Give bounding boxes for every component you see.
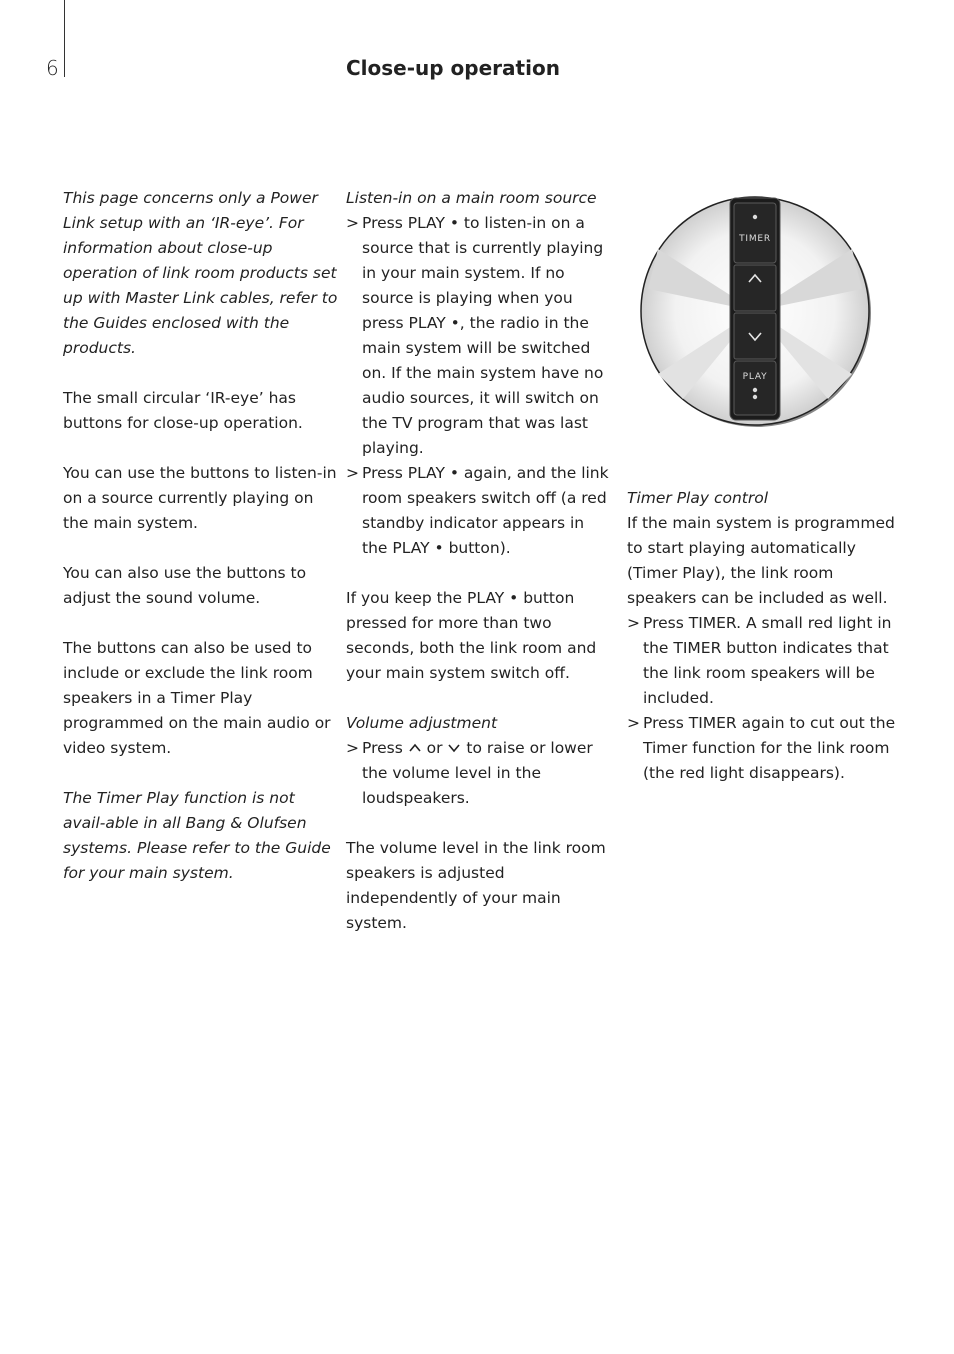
paragraph: If the main system is programmed to start playing automatically (Timer Play), the link room speakers can be included as well. xyxy=(627,514,895,607)
step-text: Press xyxy=(362,739,403,757)
play-button-label: PLAY xyxy=(742,372,768,382)
margin-rule xyxy=(64,0,65,77)
column-operation xyxy=(346,186,614,961)
section-heading-volume: Volume adjustment xyxy=(346,714,498,732)
paragraph: You can use the buttons to listen-in on a source currently playing on the main system. xyxy=(63,464,337,532)
chevron-down-icon xyxy=(447,741,461,755)
paragraph: If you keep the PLAY • button pressed for more than two seconds, both the link room and your main system switch off. xyxy=(346,589,597,682)
step-text: to raise or lower the volume level in the loudspeakers. xyxy=(362,739,593,807)
instruction-step xyxy=(627,711,902,786)
step-marker: > xyxy=(346,464,359,482)
play-indicator-dot xyxy=(753,395,757,399)
section-heading-listen-in: Listen-in on a main room source xyxy=(346,189,597,207)
step-text: Press PLAY • again, and the link room speakers switch off (a red standby indicator appears in the PLAY • button). xyxy=(362,464,609,557)
intro-note: This page concerns only a Power Link setup with an ‘IR-eye’. For information about close-up operation of link room products set up with Master Link cables, refer to the Guides enclosed with the products. xyxy=(63,189,338,357)
column-timer xyxy=(627,486,902,786)
play-indicator-dot xyxy=(753,388,757,392)
timer-button-label: TIMER xyxy=(739,234,771,244)
step-text: or xyxy=(426,739,443,757)
paragraph: The volume level in the link room speakers is adjusted independently of your main system. xyxy=(346,839,606,932)
instruction-step xyxy=(627,611,902,711)
step-marker: > xyxy=(346,214,359,232)
page-title: Close-up operation xyxy=(346,56,560,80)
step-text: Press PLAY • to listen-in on a source that is currently playing in your main system. If no source is playing when you press PLAY •, the radio in the main system will be switched on. If the main system have no audio sources, it will switch on the TV program that was last playing. xyxy=(362,214,604,457)
chevron-up-icon xyxy=(408,741,422,755)
instruction-step xyxy=(346,461,614,561)
step-text: Press TIMER. A small red light in the TIMER button indicates that the link room speakers will be included. xyxy=(643,614,892,707)
timer-indicator-dot xyxy=(753,215,757,219)
instruction-step xyxy=(346,736,614,811)
timer-note: The Timer Play function is not avail-able in all Bang & Olufsen systems. Please refer to the Guide for your main system. xyxy=(63,789,331,882)
step-marker: > xyxy=(627,614,640,632)
step-marker: > xyxy=(346,739,359,757)
paragraph: You can also use the buttons to adjust the sound volume. xyxy=(63,564,307,607)
paragraph: The buttons can also be used to include or exclude the link room speakers in a Timer Play programmed on the main audio or video system. xyxy=(63,639,331,757)
section-heading-timer: Timer Play control xyxy=(627,489,769,507)
ir-eye-illustration xyxy=(638,194,874,430)
step-marker: > xyxy=(627,714,640,732)
instruction-step xyxy=(346,211,614,461)
paragraph: The small circular ‘IR-eye’ has buttons for close-up operation. xyxy=(63,389,303,432)
column-intro xyxy=(63,186,338,911)
page-number: 6 xyxy=(46,56,59,80)
step-text: Press TIMER again to cut out the Timer function for the link room (the red light disappears). xyxy=(643,714,896,782)
